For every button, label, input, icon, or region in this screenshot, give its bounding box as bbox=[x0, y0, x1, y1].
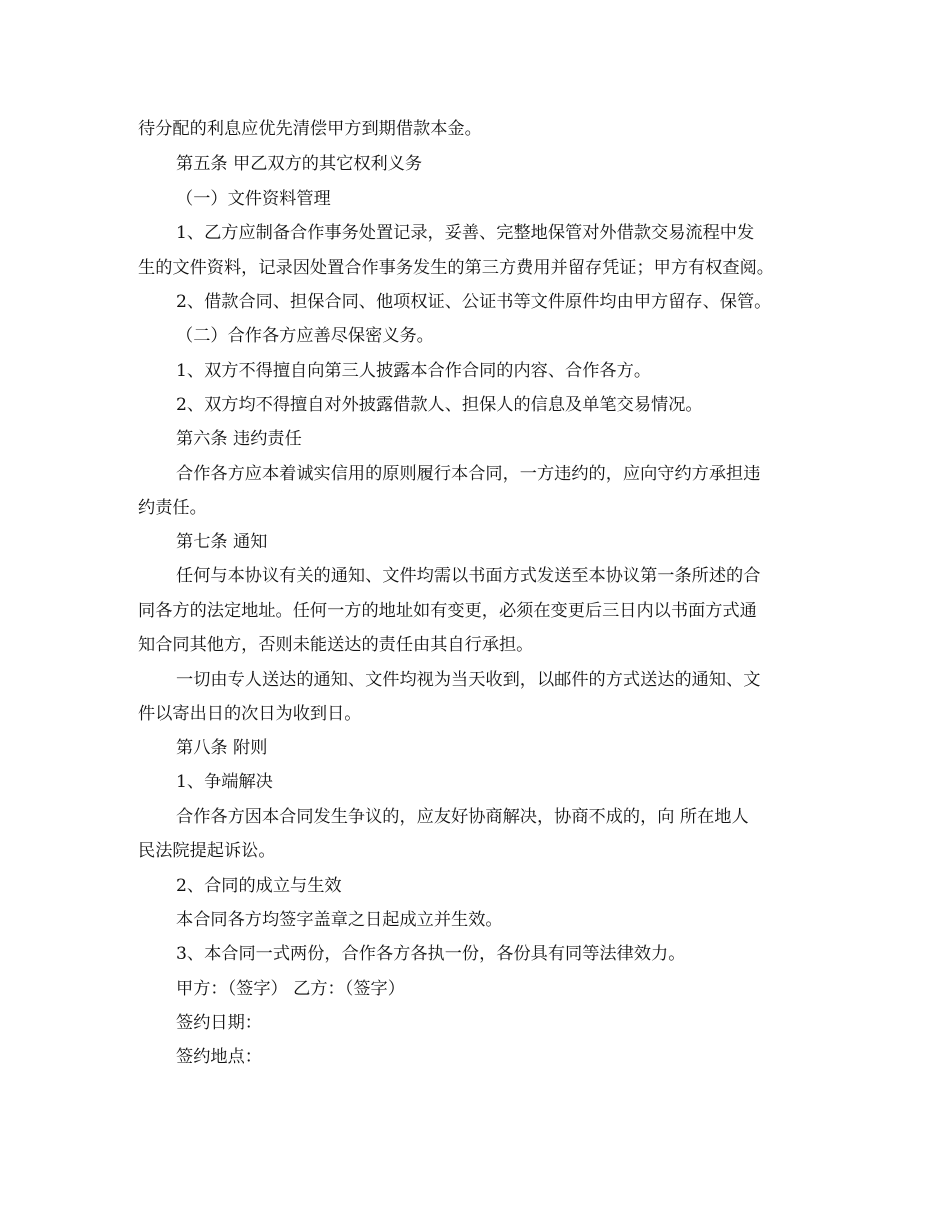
paragraph-line: 3、本合同一式两份，合作各方各执一份，各份具有同等法律效力。 bbox=[176, 944, 686, 964]
paragraph-line: 生的文件资料，记录因处置合作事务发生的第三方费用并留存凭证；甲方有权查阅。 bbox=[138, 258, 774, 278]
paragraph-line: 2、双方均不得擅自对外披露借款人、担保人的信息及单笔交易情况。 bbox=[176, 395, 703, 415]
paragraph-line: 1、乙方应制备合作事务处置记录，妥善、完整地保管对外借款交易流程中发 bbox=[176, 223, 755, 243]
paragraph-line: 任何与本协议有关的通知、文件均需以书面方式发送至本协议第一条所述的合 bbox=[176, 566, 761, 586]
article-6-heading: 第六条 违约责任 bbox=[176, 429, 302, 449]
paragraph-line: 2、借款合同、担保合同、他项权证、公证书等文件原件均由甲方留存、保管。 bbox=[176, 292, 772, 312]
signing-date-label: 签约日期： bbox=[176, 1013, 262, 1033]
section-heading: （二）合作各方应善尽保密义务。 bbox=[176, 326, 434, 346]
signing-place-label: 签约地点： bbox=[176, 1047, 262, 1067]
paragraph-line: 件以寄出日的次日为收到日。 bbox=[138, 704, 362, 724]
article-5-heading: 第五条 甲乙双方的其它权利义务 bbox=[176, 154, 423, 174]
paragraph-line: 合作各方因本合同发生争议的，应友好协商解决，协商不成的，向 所在地人 bbox=[176, 807, 749, 827]
article-7-heading: 第七条 通知 bbox=[176, 532, 268, 552]
paragraph-line: 知合同其他方，否则未能送达的责任由其自行承担。 bbox=[138, 635, 534, 655]
signature-line: 甲方：（签字） 乙方：（签字） bbox=[176, 979, 405, 999]
paragraph-line: 同各方的法定地址。任何一方的地址如有变更，必须在变更后三日内以书面方式通 bbox=[138, 601, 757, 621]
paragraph-line: 一切由专人送达的通知、文件均视为当天收到，以邮件的方式送达的通知、文 bbox=[176, 670, 761, 690]
paragraph-line: 民法院提起诉讼。 bbox=[138, 841, 276, 861]
section-heading: 1、争端解决 bbox=[176, 772, 273, 792]
section-heading: （一）文件资料管理 bbox=[176, 189, 331, 209]
paragraph-line: 合作各方应本着诚实信用的原则履行本合同，一方违约的，应向守约方承担违 bbox=[176, 464, 761, 484]
article-8-heading: 第八条 附则 bbox=[176, 738, 268, 758]
paragraph-line: 待分配的利息应优先清偿甲方到期借款本金。 bbox=[138, 119, 482, 139]
paragraph-line: 本合同各方均签字盖章之日起成立并生效。 bbox=[176, 910, 503, 930]
section-heading: 2、合同的成立与生效 bbox=[176, 876, 342, 896]
paragraph-line: 约责任。 bbox=[138, 498, 207, 518]
paragraph-line: 1、双方不得擅自向第三人披露本合作合同的内容、合作各方。 bbox=[176, 361, 652, 381]
